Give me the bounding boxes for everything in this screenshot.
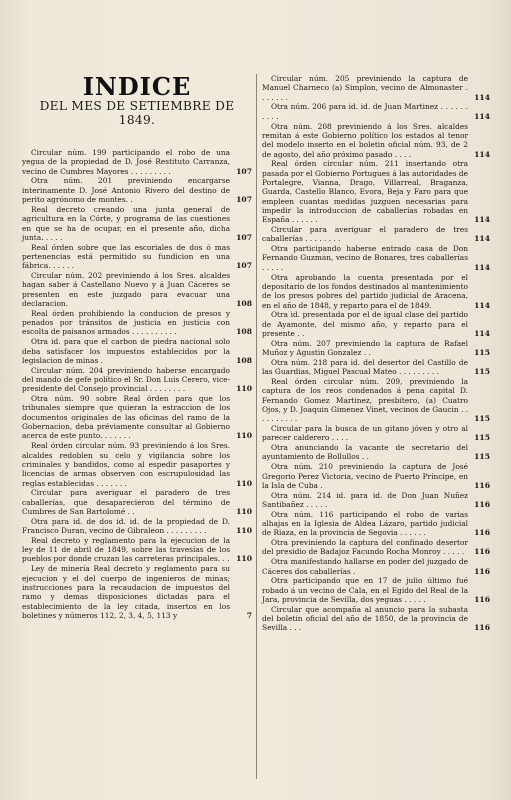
entry-text: Otra núm. 208 previniendo á los Sres. alcaldes remitan á este Gobierno político los estados al tenor del modelo inserto en el boletin oficial núm. 93, de 2 de agosto, del año próximo pasado . . . . xyxy=(262,121,468,159)
index-entry xyxy=(262,538,490,557)
entry-text: Otra núm. 206 para id. id. de Juan Martinez . . . . . . . . . . xyxy=(262,102,468,121)
entry-page-number: 110 xyxy=(236,506,252,516)
index-entry xyxy=(262,576,490,604)
entry-text: Circular para averiguar el paradero de tres caballerías . . . . . . . . xyxy=(262,225,468,244)
index-entry xyxy=(262,377,490,424)
entry-page-number: 7 xyxy=(246,610,252,620)
entry-page-number: 107 xyxy=(236,261,252,271)
entry-page-number: 115 xyxy=(474,452,490,462)
entry-page-number: 114 xyxy=(474,234,490,244)
entry-page-number: 114 xyxy=(474,262,490,272)
index-entry xyxy=(22,517,252,536)
entry-text: Otra id. presentada por el de igual clase del partido de Ayamonte, del mismo año, y reparto para el presente . . xyxy=(262,310,468,339)
entry-text: Otra manifestando hallarse en poder del juzgado de Cáceres dos caballerías . xyxy=(262,557,468,576)
index-entry xyxy=(22,564,252,620)
entry-text: Otra núm. 116 participando el robo de varias alhajas en la Iglesia de Aldea Lázaro, partido judicial de Riaza, en la provincia de Segovia . . . . . . xyxy=(262,509,468,538)
index-entry xyxy=(22,205,252,242)
entry-page-number: 114 xyxy=(474,300,490,310)
index-entry xyxy=(262,443,490,462)
entry-text: Circular para averiguar el paradero de tres caballerías, que desaparecieron del término de Cumbres de San Bartolomé . . xyxy=(22,488,230,516)
entry-text: Real órden circular núm. 211 insertando otra pasada por el Gobierno Portugues á las autoridades de Portalegre, Vianna, Drago, Villarreal, Braganza, Guarda, Castello Blanco, Evora, Beja y Faro para que empleen cuantas medidas juzguen necesarias para impedir la introduccion de caballerías robadas en España . . . . . . xyxy=(262,159,468,225)
index-entry xyxy=(262,225,490,244)
entry-text: Otra participando haberse entrado casa de Don Fernando Guzman, vecino de Bonares, tres caballerías . . . . . xyxy=(262,244,468,272)
entry-page-number: 108 xyxy=(236,355,252,365)
index-entry xyxy=(22,243,252,271)
entry-text: Circular que acompaña al anuncio para la subasta del boletin oficial del año de 1850, de la provincia de Sevilla . . . xyxy=(262,604,468,633)
index-entry xyxy=(262,557,490,576)
index-entry xyxy=(262,491,490,510)
entry-page-number: 108 xyxy=(236,327,252,337)
index-entry xyxy=(262,424,490,443)
entry-page-number: 108 xyxy=(236,299,252,309)
entry-page-number: 107 xyxy=(236,166,252,176)
entry-text: Otra previniendo la captura del confinado desertor del presidio de Badajoz Facundo Rocha Monroy . . . . . xyxy=(262,538,468,557)
index-entry xyxy=(262,102,490,121)
index-entry xyxy=(262,74,490,102)
page-subtitle: DEL MES DE SETIEMBRE DE 1849. xyxy=(39,99,235,127)
index-entry xyxy=(262,339,490,358)
entry-page-number: 114 xyxy=(474,111,490,121)
index-entry xyxy=(22,441,252,488)
index-entry xyxy=(262,122,490,159)
entry-page-number: 110 xyxy=(236,431,252,441)
entry-page-number: 116 xyxy=(474,623,490,633)
index-entry xyxy=(22,366,252,394)
entry-text: Circular núm. 202 previniendo á los Sres. alcaldes hagan saber á Castellano Nuevo y á Juan Cáceres se presenten en este juzgado para evacuar una declaracion. xyxy=(22,271,230,309)
entry-text: Otra id. para que el carbon de piedra nacional solo deba satisfacer los impuestos establecidos por la legislacion de minas . xyxy=(22,337,230,365)
entry-text: Otra núm. 210 previniendo la captura de José Gregorio Perez Victoria, vecino de Puerto Príncipe, en la Isla de Cuba . xyxy=(262,462,468,490)
index-entry xyxy=(22,488,252,516)
column-divider xyxy=(256,74,257,779)
index-entry xyxy=(262,159,490,224)
entry-page-number: 110 xyxy=(236,526,252,536)
entry-page-number: 116 xyxy=(474,594,490,604)
entry-text: Otra núm. 214 id. para id. de Don Juan Nuñez Santibañez . . . . . xyxy=(262,490,468,509)
entry-text: Circular núm. 199 participando el robo de una yegua de la propiedad de D. José Restituto Carranza, vecino de Cumbres Mayores . . . . . . . . . xyxy=(22,148,230,176)
entry-page-number: 115 xyxy=(474,433,490,443)
entry-text: Real órden prohibiendo la conducion de presos y penados por tránsitos de justicia en justicia con escolta de paisanos armados . . . . . . . . . . xyxy=(22,308,230,337)
entry-page-number: 114 xyxy=(474,149,490,159)
entry-text: Otra núm. 207 previniendo la captura de Rafael Muñoz y Agustin Gonzalez . . xyxy=(262,338,468,358)
entry-page-number: 116 xyxy=(474,547,490,557)
index-entry xyxy=(22,536,252,564)
index-entry xyxy=(262,605,490,633)
entry-page-number: 107 xyxy=(236,195,252,205)
left-column xyxy=(22,148,252,621)
entry-text: Circular núm. 205 previniendo la captura de Manuel Charneco (a) Simplon, vecino de Almonaster . . . . . . . xyxy=(262,74,468,102)
entry-page-number: 114 xyxy=(474,215,490,225)
page-title: INDICE xyxy=(82,72,192,101)
entry-page-number: 110 xyxy=(236,554,252,564)
entry-text: Otra para id. de dos id. id. de la propiedad de D. Francisco Duran, vecino de Gibraleon . . . . . . . . . xyxy=(22,516,230,536)
entry-text: Real decreto y reglamento para la ejecucion de la ley de 11 de abril de 1849, sobre las travesías de los pueblos por donde cruzan las carreteras principales. . . xyxy=(22,535,230,564)
entry-page-number: 116 xyxy=(474,528,490,538)
entry-text: Real órden circular núm. 93 previniendo á los Sres. alcaldes redoblen su celo y vigilancia sobre los criminales y bandidos, como al espedir pasaportes y licencias de armas observen con escrupulosidad las reglas establecidas . . . . . . . xyxy=(22,441,230,488)
entry-page-number: 110 xyxy=(236,384,252,394)
entry-text: Otra núm. 90 sobre Real órden para que los tribunales siempre que quieran la estraccion de los documentos originales de las oficinas del ramo de la Gobernacion, deba préviamente consultar al Gobierno acerca de este punto. . . . . . . xyxy=(22,394,230,441)
index-entry xyxy=(22,337,252,365)
entry-page-number: 115 xyxy=(474,348,490,358)
entry-text: Otra anunciando la vacante de secretario del ayuntamiento de Bollullos . . xyxy=(262,443,468,462)
entry-page-number: 116 xyxy=(474,499,490,509)
right-column xyxy=(262,74,490,633)
entry-text: Circular núm. 204 previniendo haberse encargado del mando de gefe político el Sr. Don Luis Cerero, vice-presidente del Consejo provincial . . . . . . . . xyxy=(22,365,230,394)
index-entry xyxy=(22,148,252,176)
entry-text: Real decreto creando una junta general de agricultura en la Córte, y programa de las cuestiones en que se ha de ocupar, en el presente año, dicha junta. . . . . xyxy=(22,204,230,242)
index-entry xyxy=(262,310,490,338)
entry-text: Otra núm. 201 previniendo encargarse interinamente D. José Antonio Rivero del destino de perito agrónomo de montes. . xyxy=(22,176,230,205)
index-entry xyxy=(262,244,490,272)
entry-page-number: 114 xyxy=(474,329,490,339)
index-entry xyxy=(22,394,252,441)
index-entry xyxy=(22,309,252,337)
index-entry xyxy=(22,271,252,308)
entry-page-number: 115 xyxy=(474,367,490,377)
index-entry xyxy=(262,510,490,538)
entry-page-number: 107 xyxy=(236,232,252,242)
index-entry xyxy=(22,176,252,204)
index-entry xyxy=(262,462,490,490)
entry-text: Otra aprobando la cuenta presentada por el depositario de los fondos destinados al mantenimiento de los presos pobres del partido judicial de Aracena, en el año de 1848, y reparto para el de 1849. xyxy=(262,272,468,310)
index-entry xyxy=(262,273,490,310)
entry-page-number: 114 xyxy=(474,92,490,102)
entry-text: Otra participando que en 17 de julio último fué robado á un vecino de Cala, en el Egido del Real de la Jara, provincia de Sevilla, dos yeguas . . . . . xyxy=(262,576,468,604)
entry-text: Otra núm. 218 para id. del desertor del Castillo de las Guardias, Miguel Pascual Mateo . . . . . . . . . xyxy=(262,357,468,377)
entry-page-number: 116 xyxy=(474,566,490,576)
index-entry xyxy=(262,358,490,377)
entry-page-number: 115 xyxy=(474,414,490,424)
entry-page-number: 116 xyxy=(474,480,490,490)
entry-text: Real órden sobre que las escoriales de dos ó mas pertenencias está permitido su fundicion en una fábrica. . . . . . xyxy=(22,242,230,271)
entry-text: Real órden circular núm. 209, previniendo la captura de los reos condenados á pena capital D. Fernando Gomez Martinez, presbítero, (a) Cuatro Ojos, y D. Joaquin Gimenez Vinet, vecinos de Gaucin . . . . . . . . . . xyxy=(262,376,468,424)
entry-page-number: 110 xyxy=(236,478,252,488)
entry-text: Circular para la busca de un gitano jóven y otro al parecer calderero . . . . xyxy=(262,424,468,443)
entry-text: Ley de minería Real decreto y reglamento para su ejecucion y el del cuerpo de ingenieros de minas; instrucciones para la recaudacion de impuestos del ramo y demas disposiciones dictadas para el establecimiento de la ley citada, insertos en los boletines y números 112, 2, 3, 4, 5, 113 y xyxy=(22,564,230,620)
